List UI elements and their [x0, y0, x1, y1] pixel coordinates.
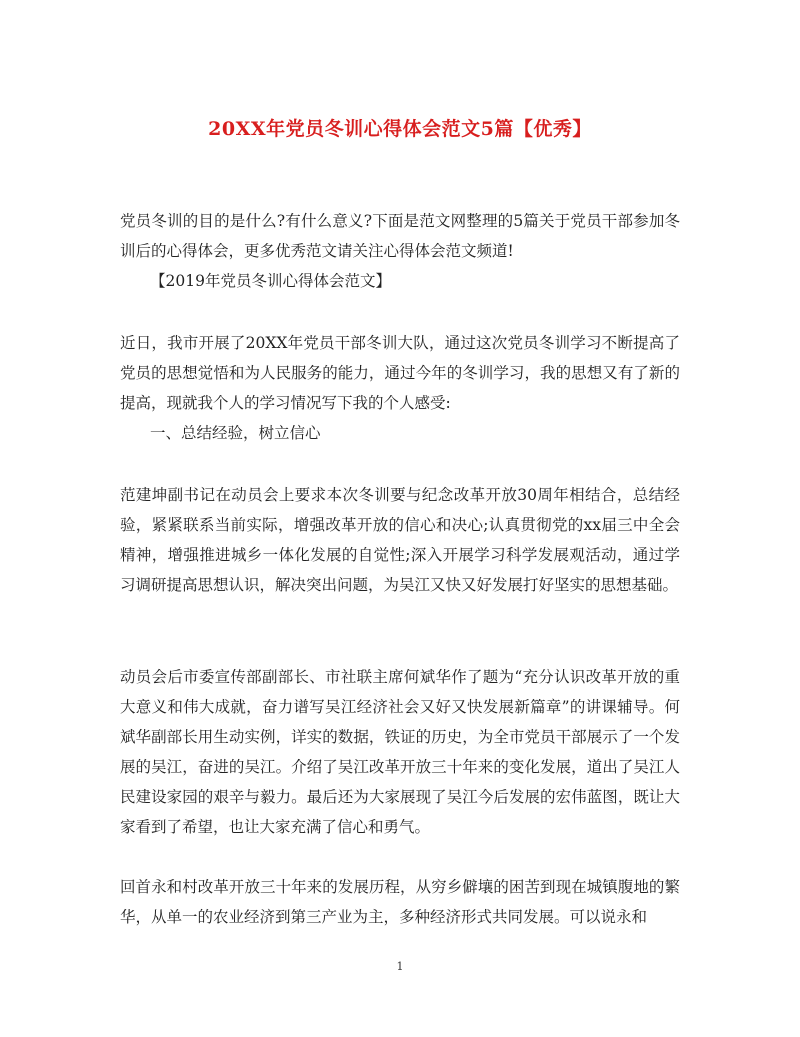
document-title: 20XX年党员冬训心得体会范文5篇【优秀】: [208, 118, 592, 140]
intro-paragraph: 党员冬训的目的是什么?有什么意义?下面是范文网整理的5篇关于党员干部参加冬训后的心得体会，更多优秀范文请关注心得体会范文频道!: [120, 212, 680, 260]
paragraph-4: 回首永和村改革开放三十年来的发展历程，从穷乡僻壤的困苦到现在城镇腹地的繁华，从单一的农业经济到第三产业为主，多种经济形式共同发展。可以说永和: [120, 878, 680, 926]
subheading-1: 一、总结经验，树立信心: [150, 424, 321, 442]
paragraph-1: 近日，我市开展了20XX年党员干部冬训大队，通过这次党员冬训学习不断提高了党员的思想觉悟和为人民服务的能力，通过今年的冬训学习，我的思想又有了新的提高，现就我个人的学习情况写下我的个人感受:: [120, 334, 680, 412]
paragraph-2: 范建坤副书记在动员会上要求本次冬训要与纪念改革开放30周年相结合，总结经验，紧紧联系当前实际，增强改革开放的信心和决心;认真贯彻党的xx届三中全会精神，增强推进城乡一体化发展的自觉性;深入开展学习科学发展观活动，通过学习调研提高思想认识，解决突出问题，为吴江又快又好发展打好坚实的思想基础。: [120, 486, 680, 594]
page-number: 1: [396, 960, 404, 973]
section-heading: 【2019年党员冬训心得体会范文】: [150, 272, 391, 290]
paragraph-3: 动员会后市委宣传部副部长、市社联主席何斌华作了题为“充分认识改革开放的重大意义和伟大成就，奋力谱写吴江经济社会又好又快发展新篇章”的讲课辅导。何斌华副部长用生动实例，详实的数据，铁证的历史，为全市党员干部展示了一个发展的吴江，奋进的吴江。介绍了吴江改革开放三十年来的变化发展，道出了吴江人民建设家园的艰辛与毅力。最后还为大家展现了吴江今后发展的宏伟蓝图，既让大家看到了希望，也让大家充满了信心和勇气。: [120, 668, 680, 836]
